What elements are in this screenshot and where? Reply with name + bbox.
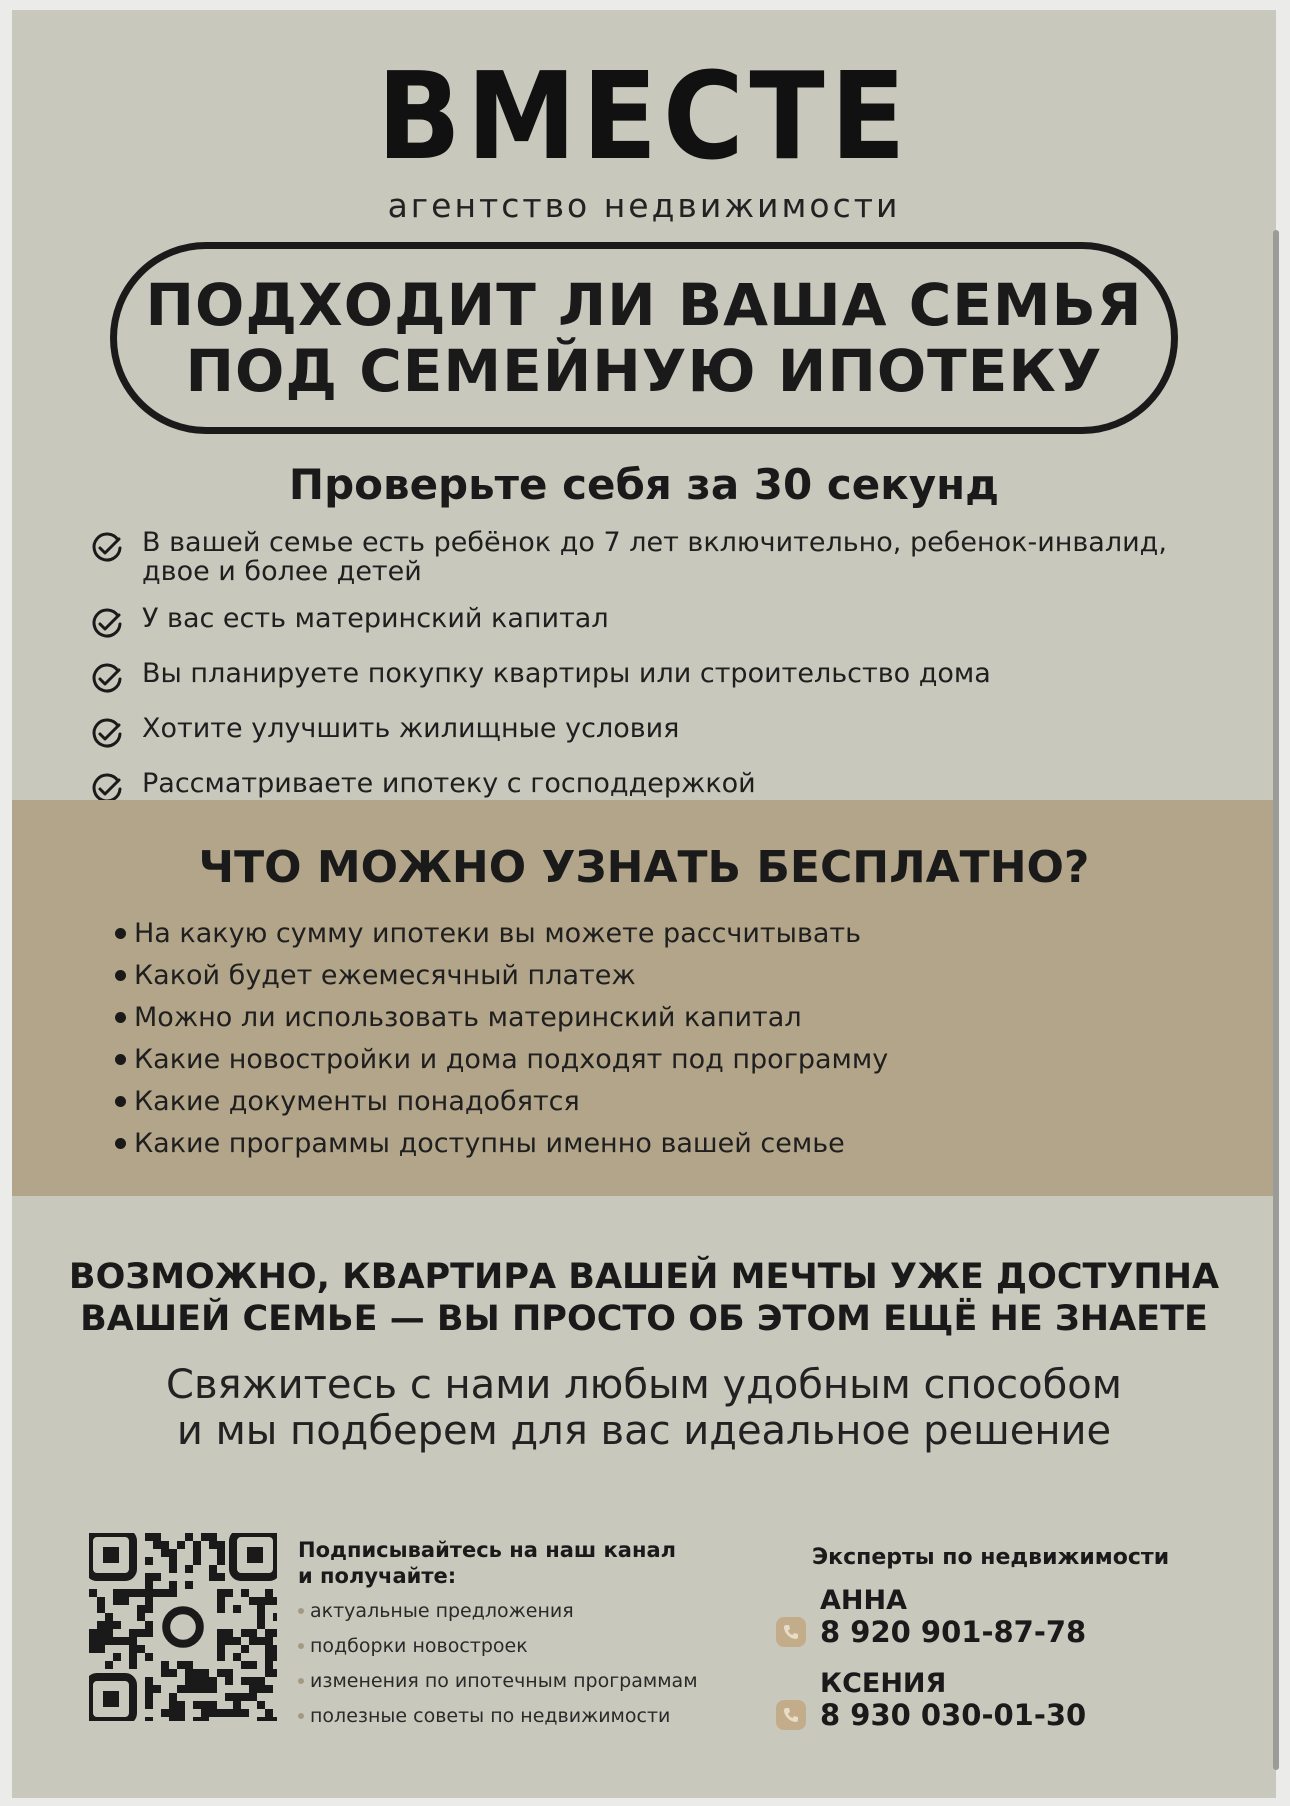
brand-tagline: агентство недвижимости bbox=[387, 186, 901, 225]
qr-module bbox=[161, 1549, 169, 1557]
qr-module bbox=[161, 1589, 169, 1597]
qr-module bbox=[137, 1645, 145, 1653]
qr-module bbox=[129, 1645, 137, 1653]
hero-line-1: ПОДХОДИТ ЛИ ВАША СЕМЬЯ bbox=[145, 271, 1143, 339]
qr-module bbox=[89, 1589, 97, 1597]
qr-module bbox=[121, 1597, 129, 1605]
qr-module bbox=[225, 1693, 233, 1701]
qr-module bbox=[129, 1637, 137, 1645]
contact-call-to-action bbox=[12, 1362, 1276, 1454]
qr-module bbox=[137, 1629, 145, 1637]
qr-module bbox=[193, 1717, 201, 1721]
qr-module bbox=[97, 1621, 105, 1629]
bullet-icon bbox=[115, 1012, 126, 1023]
qr-module bbox=[153, 1541, 161, 1549]
checklist-item bbox=[90, 604, 1210, 641]
agent-card-kseniya bbox=[776, 1669, 1086, 1731]
subscribe-item bbox=[298, 1628, 698, 1663]
qr-module bbox=[233, 1709, 241, 1717]
brand-logo: ВМЕСТЕ bbox=[376, 48, 912, 187]
qr-module bbox=[145, 1685, 153, 1693]
qr-module bbox=[89, 1645, 97, 1653]
qr-module bbox=[169, 1589, 177, 1597]
bullet-icon bbox=[115, 1096, 126, 1107]
qr-module bbox=[273, 1717, 277, 1721]
qr-module bbox=[233, 1637, 241, 1645]
qr-module bbox=[193, 1701, 201, 1709]
qr-module bbox=[105, 1637, 113, 1645]
qr-module bbox=[265, 1653, 273, 1661]
bullet-icon bbox=[115, 1054, 126, 1065]
qr-module bbox=[129, 1653, 137, 1661]
bullet-icon bbox=[298, 1713, 304, 1719]
agent-phone-number[interactable]: 8 920 901-87-78 bbox=[820, 1615, 1087, 1649]
qr-module bbox=[257, 1637, 265, 1645]
bullet-icon bbox=[115, 928, 126, 939]
checklist-item bbox=[90, 528, 1210, 586]
qr-module bbox=[265, 1589, 273, 1597]
qr-module bbox=[249, 1693, 257, 1701]
qr-module bbox=[233, 1693, 241, 1701]
qr-module bbox=[209, 1533, 217, 1541]
agent-name: КСЕНИЯ bbox=[820, 1668, 947, 1699]
qr-module bbox=[113, 1637, 121, 1645]
agent-phone-row[interactable] bbox=[776, 1616, 1086, 1648]
qr-module bbox=[121, 1637, 129, 1645]
qr-module bbox=[177, 1541, 185, 1549]
qr-module bbox=[249, 1677, 257, 1685]
qr-module bbox=[273, 1597, 277, 1605]
subscribe-item bbox=[298, 1593, 698, 1628]
qr-module bbox=[113, 1621, 121, 1629]
qr-module bbox=[209, 1565, 217, 1573]
qr-module bbox=[265, 1709, 273, 1717]
qr-module bbox=[217, 1709, 225, 1717]
free-info-item bbox=[115, 1080, 888, 1122]
qr-module bbox=[185, 1581, 193, 1589]
qr-module bbox=[265, 1717, 273, 1721]
qr-module bbox=[145, 1581, 153, 1589]
qr-module bbox=[241, 1693, 249, 1701]
free-info-text: Какие документы понадобятся bbox=[134, 1085, 580, 1117]
qr-module bbox=[249, 1597, 257, 1605]
qr-module bbox=[257, 1717, 265, 1721]
qr-module bbox=[257, 1677, 265, 1685]
qr-module bbox=[145, 1653, 153, 1661]
checklist-item bbox=[90, 659, 1210, 696]
subscribe-list bbox=[298, 1593, 698, 1733]
qr-module bbox=[153, 1589, 161, 1597]
qr-module bbox=[177, 1709, 185, 1717]
qr-module bbox=[241, 1589, 249, 1597]
hero-pill bbox=[110, 242, 1178, 434]
qr-module bbox=[145, 1533, 153, 1541]
qr-module bbox=[217, 1637, 225, 1645]
qr-module bbox=[169, 1717, 177, 1721]
qr-module bbox=[145, 1597, 153, 1605]
qr-module bbox=[145, 1589, 153, 1597]
qr-module bbox=[145, 1701, 153, 1709]
qr-module bbox=[145, 1605, 153, 1613]
qr-module bbox=[201, 1717, 209, 1721]
qr-module bbox=[169, 1557, 177, 1565]
agent-name: АННА bbox=[820, 1585, 907, 1616]
qr-module bbox=[129, 1589, 137, 1597]
free-info-list bbox=[115, 912, 888, 1164]
qr-module bbox=[113, 1653, 121, 1661]
agent-card-anna bbox=[776, 1586, 1086, 1648]
qr-module bbox=[265, 1669, 273, 1677]
qr-module bbox=[97, 1605, 105, 1613]
qr-module bbox=[225, 1709, 233, 1717]
free-info-item bbox=[115, 1122, 888, 1164]
qr-module bbox=[145, 1677, 153, 1685]
qr-module bbox=[169, 1709, 177, 1717]
qr-module bbox=[273, 1629, 277, 1637]
phone-icon[interactable] bbox=[776, 1700, 806, 1730]
qr-module bbox=[265, 1661, 273, 1669]
qr-module bbox=[241, 1677, 249, 1685]
qr-module bbox=[145, 1557, 153, 1565]
qr-module bbox=[169, 1549, 177, 1557]
qr-module bbox=[257, 1621, 265, 1629]
phone-glyph-icon bbox=[782, 1706, 800, 1724]
free-info-item bbox=[115, 954, 888, 996]
qr-module bbox=[265, 1645, 273, 1653]
qr-module bbox=[225, 1629, 233, 1637]
subscribe-item bbox=[298, 1663, 698, 1698]
qr-module bbox=[169, 1565, 177, 1573]
qr-module bbox=[97, 1597, 105, 1605]
free-info-title: ЧТО МОЖНО УЗНАТЬ БЕСПЛАТНО? bbox=[198, 842, 1090, 893]
qr-module bbox=[217, 1549, 225, 1557]
qr-module bbox=[201, 1709, 209, 1717]
qr-module bbox=[257, 1685, 265, 1693]
qr-module bbox=[209, 1701, 217, 1709]
free-info-item bbox=[115, 1038, 888, 1080]
bullet-icon bbox=[115, 1138, 126, 1149]
qr-module bbox=[193, 1669, 201, 1677]
qr-module bbox=[177, 1661, 185, 1669]
qr-module bbox=[113, 1589, 121, 1597]
qr-module bbox=[193, 1677, 201, 1685]
qr-module bbox=[225, 1589, 233, 1597]
qr-module bbox=[153, 1533, 161, 1541]
qr-module bbox=[185, 1669, 193, 1677]
experts-title: Эксперты по недвижимости bbox=[812, 1545, 1170, 1570]
qr-module bbox=[249, 1685, 257, 1693]
qr-module bbox=[217, 1589, 225, 1597]
qr-module bbox=[145, 1629, 153, 1637]
checklist-text: Хотите улучшить жилищные условия bbox=[142, 713, 680, 744]
subscribe-title bbox=[298, 1537, 698, 1589]
qr-module bbox=[193, 1685, 201, 1693]
hero-line-2: ПОД СЕМЕЙНУЮ ИПОТЕКУ bbox=[185, 337, 1103, 405]
subscribe-text: актуальные предложения bbox=[310, 1599, 574, 1622]
free-info-text: На какую сумму ипотеки вы можете рассчитывать bbox=[134, 917, 862, 949]
qr-module bbox=[153, 1573, 161, 1581]
qr-module bbox=[129, 1661, 137, 1669]
qr-module bbox=[273, 1613, 277, 1621]
qr-module bbox=[273, 1645, 277, 1653]
qr-module bbox=[97, 1645, 105, 1653]
qr-module bbox=[113, 1597, 121, 1605]
flyer-page bbox=[12, 10, 1276, 1798]
qr-module bbox=[129, 1629, 137, 1637]
subscribe-title-line-2: и получайте: bbox=[298, 1564, 457, 1588]
qr-module bbox=[273, 1653, 277, 1661]
free-info-text: Можно ли использовать материнский капитал bbox=[134, 1001, 802, 1033]
qr-module bbox=[185, 1661, 193, 1669]
check-circle-icon bbox=[90, 531, 124, 565]
qr-module bbox=[185, 1685, 193, 1693]
qr-code-icon[interactable] bbox=[89, 1533, 277, 1721]
qr-module bbox=[217, 1597, 225, 1605]
qr-module bbox=[241, 1709, 249, 1717]
qr-module bbox=[241, 1629, 249, 1637]
qr-module bbox=[209, 1685, 217, 1693]
qr-module bbox=[217, 1645, 225, 1653]
headline-line-1: ВОЗМОЖНО, КВАРТИРА ВАШЕЙ МЕЧТЫ УЖЕ ДОСТУПНА bbox=[68, 1257, 1220, 1297]
qr-module bbox=[177, 1717, 185, 1721]
qr-module bbox=[177, 1701, 185, 1709]
qr-module bbox=[257, 1605, 265, 1613]
qr-module bbox=[241, 1645, 249, 1653]
headline bbox=[12, 1256, 1276, 1340]
checklist-item bbox=[90, 714, 1210, 751]
qr-module bbox=[145, 1621, 153, 1629]
qr-module bbox=[153, 1685, 161, 1693]
qr-module bbox=[257, 1701, 265, 1709]
qr-module bbox=[265, 1629, 273, 1637]
bullet-icon bbox=[298, 1678, 304, 1684]
qr-module bbox=[217, 1669, 225, 1677]
qr-module bbox=[217, 1573, 225, 1581]
checklist-text: Рассматриваете ипотеку с господдержкой bbox=[142, 768, 756, 799]
qr-module bbox=[201, 1685, 209, 1693]
checklist bbox=[90, 528, 1210, 824]
qr-module bbox=[185, 1677, 193, 1685]
headline-line-2: ВАШЕЙ СЕМЬЕ — ВЫ ПРОСТО ОБ ЭТОМ ЕЩЁ НЕ ЗНАЕТЕ bbox=[80, 1299, 1208, 1339]
qr-module bbox=[161, 1669, 169, 1677]
qr-module bbox=[225, 1669, 233, 1677]
qr-module bbox=[201, 1533, 209, 1541]
qr-module bbox=[209, 1573, 217, 1581]
qr-module bbox=[105, 1613, 113, 1621]
qr-module bbox=[137, 1605, 145, 1613]
qr-module bbox=[217, 1653, 225, 1661]
qr-module bbox=[265, 1597, 273, 1605]
qr-module bbox=[193, 1557, 201, 1565]
qr-module bbox=[217, 1629, 225, 1637]
qr-module bbox=[97, 1637, 105, 1645]
checklist-title: Проверьте себя за 30 секунд bbox=[288, 460, 1000, 509]
phone-glyph-icon bbox=[782, 1623, 800, 1641]
qr-module bbox=[201, 1677, 209, 1685]
free-info-item bbox=[115, 912, 888, 954]
qr-module bbox=[193, 1549, 201, 1557]
qr-module bbox=[89, 1629, 97, 1637]
qr-module bbox=[169, 1701, 177, 1709]
free-info-item bbox=[115, 996, 888, 1038]
subscribe-text: подборки новостроек bbox=[310, 1634, 528, 1657]
scrollbar[interactable] bbox=[1273, 230, 1279, 1770]
qr-module bbox=[185, 1565, 193, 1573]
checklist-text: У вас есть материнский капитал bbox=[142, 603, 609, 634]
qr-module bbox=[257, 1613, 265, 1621]
qr-module bbox=[161, 1661, 169, 1669]
qr-module bbox=[169, 1693, 177, 1701]
subscribe-title-line-1: Подписывайтесь на наш канал bbox=[298, 1538, 677, 1562]
checklist-text: Вы планируете покупку квартиры или строительство дома bbox=[142, 658, 991, 689]
qr-module bbox=[217, 1541, 225, 1549]
qr-module bbox=[209, 1677, 217, 1685]
qr-module bbox=[249, 1629, 257, 1637]
check-circle-icon bbox=[90, 717, 124, 751]
qr-module bbox=[249, 1637, 257, 1645]
free-info-text: Какие новостройки и дома подходят под программу bbox=[134, 1043, 889, 1075]
subscribe-item bbox=[298, 1698, 698, 1733]
qr-module bbox=[233, 1653, 241, 1661]
qr-module bbox=[137, 1613, 145, 1621]
subscribe-text: полезные советы по недвижимости bbox=[310, 1704, 671, 1727]
checklist-text: В вашей семье есть ребёнок до 7 лет включительно, ребенок-инвалид, двое и более детей bbox=[142, 527, 1167, 587]
qr-module bbox=[257, 1597, 265, 1605]
qr-module bbox=[249, 1661, 257, 1669]
qr-module bbox=[169, 1581, 177, 1589]
qr-module bbox=[225, 1677, 233, 1685]
qr-module bbox=[201, 1701, 209, 1709]
contact-line-2: и мы подберем для вас идеальное решение bbox=[176, 1408, 1112, 1454]
qr-module bbox=[145, 1717, 153, 1721]
qr-module bbox=[89, 1637, 97, 1645]
phone-icon[interactable] bbox=[776, 1617, 806, 1647]
qr-module bbox=[177, 1685, 185, 1693]
qr-module bbox=[217, 1605, 225, 1613]
qr-module bbox=[273, 1669, 277, 1677]
subscribe-text: изменения по ипотечным программам bbox=[310, 1669, 698, 1692]
bullet-icon bbox=[298, 1608, 304, 1614]
bullet-icon bbox=[115, 970, 126, 981]
qr-module bbox=[185, 1533, 193, 1541]
qr-module bbox=[145, 1693, 153, 1701]
agent-phone-row[interactable] bbox=[776, 1699, 1086, 1731]
qr-module bbox=[209, 1541, 217, 1549]
qr-module bbox=[161, 1541, 169, 1549]
check-circle-icon bbox=[90, 607, 124, 641]
qr-module bbox=[209, 1709, 217, 1717]
free-info-text: Какие программы доступны именно вашей семье bbox=[134, 1127, 845, 1159]
qr-module bbox=[193, 1541, 201, 1549]
qr-module bbox=[241, 1661, 249, 1669]
qr-module bbox=[233, 1701, 241, 1709]
qr-module bbox=[145, 1573, 153, 1581]
qr-module bbox=[105, 1629, 113, 1637]
qr-module bbox=[97, 1629, 105, 1637]
qr-module bbox=[225, 1637, 233, 1645]
agent-phone-number[interactable]: 8 930 030-01-30 bbox=[820, 1698, 1087, 1732]
qr-module bbox=[121, 1589, 129, 1597]
qr-module bbox=[105, 1621, 113, 1629]
qr-module bbox=[201, 1669, 209, 1677]
check-circle-icon bbox=[90, 662, 124, 696]
qr-module bbox=[105, 1661, 113, 1669]
qr-module bbox=[265, 1637, 273, 1645]
free-info-text: Какой будет ежемесячный платеж bbox=[134, 959, 636, 991]
qr-module bbox=[137, 1589, 145, 1597]
contact-line-1: Свяжитесь с нами любым удобным способом bbox=[166, 1362, 1122, 1408]
qr-module bbox=[217, 1557, 225, 1565]
qr-module bbox=[233, 1605, 241, 1613]
bullet-icon bbox=[298, 1643, 304, 1649]
free-info-band bbox=[12, 800, 1276, 1196]
qr-module bbox=[169, 1669, 177, 1677]
qr-module bbox=[265, 1685, 273, 1693]
qr-module bbox=[161, 1709, 169, 1717]
